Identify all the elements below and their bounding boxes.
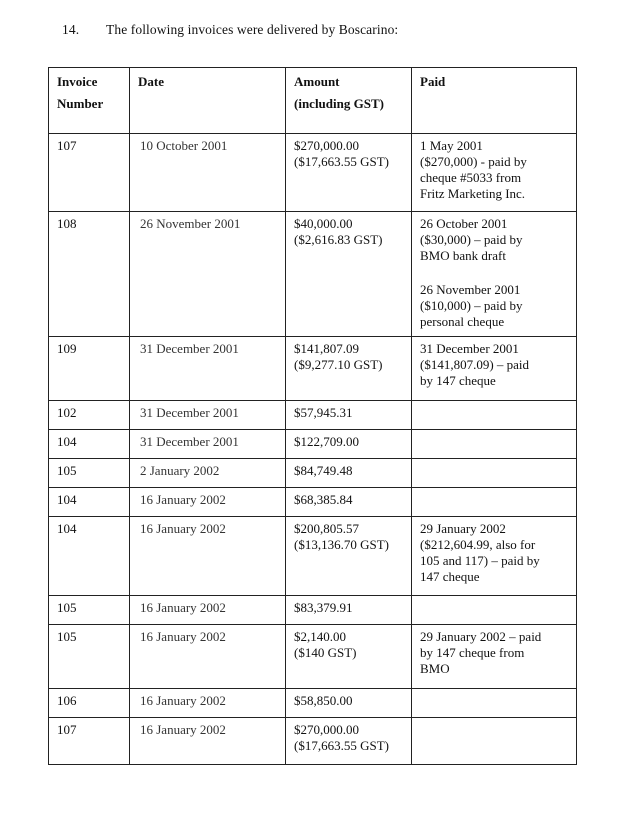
header-amount bbox=[286, 68, 412, 134]
amount-line: ($140 GST) bbox=[294, 645, 357, 660]
amount-cell bbox=[286, 625, 412, 689]
date-cell bbox=[130, 488, 286, 517]
table-row bbox=[49, 430, 577, 459]
intro-paragraph bbox=[62, 22, 398, 38]
invoice-date: 16 January 2002 bbox=[140, 521, 226, 536]
amount-line: $84,749.48 bbox=[294, 463, 353, 478]
paid-line: by 147 cheque bbox=[420, 373, 496, 388]
invoice-number: 106 bbox=[57, 693, 77, 708]
invoice-number-cell bbox=[49, 517, 130, 596]
date-cell bbox=[130, 718, 286, 765]
paid-spacer bbox=[420, 264, 570, 282]
amount-cell bbox=[286, 430, 412, 459]
paid-cell bbox=[412, 430, 577, 459]
paid-line: BMO bbox=[420, 661, 450, 676]
paid-line: ($141,807.09) – paid bbox=[420, 357, 530, 372]
table-row bbox=[49, 212, 577, 337]
paid-cell bbox=[412, 625, 577, 689]
invoice-number-cell bbox=[49, 134, 130, 212]
paid-line: personal cheque bbox=[420, 314, 505, 329]
paid-line: 26 October 2001 bbox=[420, 216, 508, 231]
amount-line: $200,805.57 bbox=[294, 521, 359, 536]
header-text: (including GST) bbox=[294, 96, 384, 111]
date-cell bbox=[130, 337, 286, 401]
table-row bbox=[49, 718, 577, 765]
header-text: Invoice bbox=[57, 74, 98, 89]
invoice-number-cell bbox=[49, 689, 130, 718]
date-cell bbox=[130, 517, 286, 596]
invoice-number: 105 bbox=[57, 600, 77, 615]
intro-text: The following invoices were delivered by Boscarino: bbox=[106, 22, 399, 37]
date-cell bbox=[130, 401, 286, 430]
table-row bbox=[49, 689, 577, 718]
date-cell bbox=[130, 430, 286, 459]
paid-line: 31 December 2001 bbox=[420, 341, 519, 356]
amount-line: ($2,616.83 GST) bbox=[294, 232, 383, 247]
table-row bbox=[49, 488, 577, 517]
amount-line: $83,379.91 bbox=[294, 600, 353, 615]
invoice-number: 104 bbox=[57, 492, 77, 507]
invoice-number: 104 bbox=[57, 434, 77, 449]
invoice-number: 107 bbox=[57, 722, 77, 737]
date-cell bbox=[130, 134, 286, 212]
invoice-date: 31 December 2001 bbox=[140, 405, 239, 420]
table-row bbox=[49, 625, 577, 689]
invoice-date: 16 January 2002 bbox=[140, 492, 226, 507]
date-cell bbox=[130, 596, 286, 625]
amount-cell bbox=[286, 488, 412, 517]
header-text: Amount bbox=[294, 74, 340, 89]
invoice-date: 16 January 2002 bbox=[140, 722, 226, 737]
paid-cell bbox=[412, 488, 577, 517]
header-paid bbox=[412, 68, 577, 134]
paid-cell bbox=[412, 517, 577, 596]
table-row bbox=[49, 596, 577, 625]
amount-cell bbox=[286, 517, 412, 596]
paid-line: 29 January 2002 bbox=[420, 521, 506, 536]
amount-line: $40,000.00 bbox=[294, 216, 353, 231]
date-cell bbox=[130, 689, 286, 718]
amount-cell bbox=[286, 596, 412, 625]
amount-line: $270,000.00 bbox=[294, 138, 359, 153]
invoice-number: 107 bbox=[57, 138, 77, 153]
amount-cell bbox=[286, 212, 412, 337]
invoice-table bbox=[48, 67, 577, 765]
header-text: Number bbox=[57, 96, 104, 111]
invoice-number-cell bbox=[49, 488, 130, 517]
invoice-number-cell bbox=[49, 459, 130, 488]
paragraph-number: 14. bbox=[62, 22, 80, 37]
date-cell bbox=[130, 625, 286, 689]
invoice-date: 31 December 2001 bbox=[140, 434, 239, 449]
paid-line: Fritz Marketing Inc. bbox=[420, 186, 526, 201]
invoice-date: 31 December 2001 bbox=[140, 341, 239, 356]
table-row bbox=[49, 401, 577, 430]
paid-cell bbox=[412, 596, 577, 625]
table-row bbox=[49, 337, 577, 401]
paid-line: ($212,604.99, also for bbox=[420, 537, 536, 552]
table-row bbox=[49, 459, 577, 488]
amount-line: ($17,663.55 GST) bbox=[294, 738, 389, 753]
paid-line: cheque #5033 from bbox=[420, 170, 522, 185]
amount-line: ($17,663.55 GST) bbox=[294, 154, 389, 169]
invoice-date: 10 October 2001 bbox=[140, 138, 228, 153]
amount-cell bbox=[286, 689, 412, 718]
amount-cell bbox=[286, 337, 412, 401]
invoice-number: 105 bbox=[57, 463, 77, 478]
header-invoice-number bbox=[49, 68, 130, 134]
header-row bbox=[49, 68, 577, 134]
invoice-number: 105 bbox=[57, 629, 77, 644]
invoice-date: 16 January 2002 bbox=[140, 693, 226, 708]
header-date bbox=[130, 68, 286, 134]
invoice-date: 16 January 2002 bbox=[140, 600, 226, 615]
paid-cell bbox=[412, 134, 577, 212]
invoice-number-cell bbox=[49, 401, 130, 430]
paid-line: ($10,000) – paid by bbox=[420, 298, 523, 313]
invoice-number-cell bbox=[49, 430, 130, 459]
paid-line: 26 November 2001 bbox=[420, 282, 521, 297]
paid-line: ($30,000) – paid by bbox=[420, 232, 523, 247]
paid-line: by 147 cheque from bbox=[420, 645, 525, 660]
paid-line: 105 and 117) – paid by bbox=[420, 553, 540, 568]
invoice-number: 109 bbox=[57, 341, 77, 356]
date-cell bbox=[130, 459, 286, 488]
paid-cell bbox=[412, 337, 577, 401]
paid-line: 147 cheque bbox=[420, 569, 480, 584]
amount-cell bbox=[286, 718, 412, 765]
invoice-number: 108 bbox=[57, 216, 77, 231]
invoice-number-cell bbox=[49, 337, 130, 401]
paid-cell bbox=[412, 212, 577, 337]
table-row bbox=[49, 517, 577, 596]
invoice-number: 104 bbox=[57, 521, 77, 536]
amount-line: $57,945.31 bbox=[294, 405, 353, 420]
invoice-number-cell bbox=[49, 718, 130, 765]
invoice-date: 26 November 2001 bbox=[140, 216, 241, 231]
amount-line: $122,709.00 bbox=[294, 434, 359, 449]
table-row bbox=[49, 134, 577, 212]
header-text: Paid bbox=[420, 74, 446, 89]
header-text: Date bbox=[138, 74, 164, 89]
paid-line: 1 May 2001 bbox=[420, 138, 483, 153]
invoice-date: 16 January 2002 bbox=[140, 629, 226, 644]
date-cell bbox=[130, 212, 286, 337]
amount-line: $58,850.00 bbox=[294, 693, 353, 708]
amount-line: ($9,277.10 GST) bbox=[294, 357, 383, 372]
paid-line: 29 January 2002 – paid bbox=[420, 629, 542, 644]
invoice-number: 102 bbox=[57, 405, 77, 420]
amount-cell bbox=[286, 401, 412, 430]
paid-cell bbox=[412, 718, 577, 765]
amount-line: $2,140.00 bbox=[294, 629, 346, 644]
amount-cell bbox=[286, 134, 412, 212]
paid-line: BMO bank draft bbox=[420, 248, 506, 263]
amount-cell bbox=[286, 459, 412, 488]
amount-line: $68,385.84 bbox=[294, 492, 353, 507]
amount-line: ($13,136.70 GST) bbox=[294, 537, 389, 552]
paid-cell bbox=[412, 459, 577, 488]
invoice-date: 2 January 2002 bbox=[140, 463, 220, 478]
paid-cell bbox=[412, 689, 577, 718]
paid-cell bbox=[412, 401, 577, 430]
paid-line: ($270,000) - paid by bbox=[420, 154, 527, 169]
invoice-number-cell bbox=[49, 596, 130, 625]
invoice-number-cell bbox=[49, 625, 130, 689]
invoice-number-cell bbox=[49, 212, 130, 337]
amount-line: $270,000.00 bbox=[294, 722, 359, 737]
amount-line: $141,807.09 bbox=[294, 341, 359, 356]
